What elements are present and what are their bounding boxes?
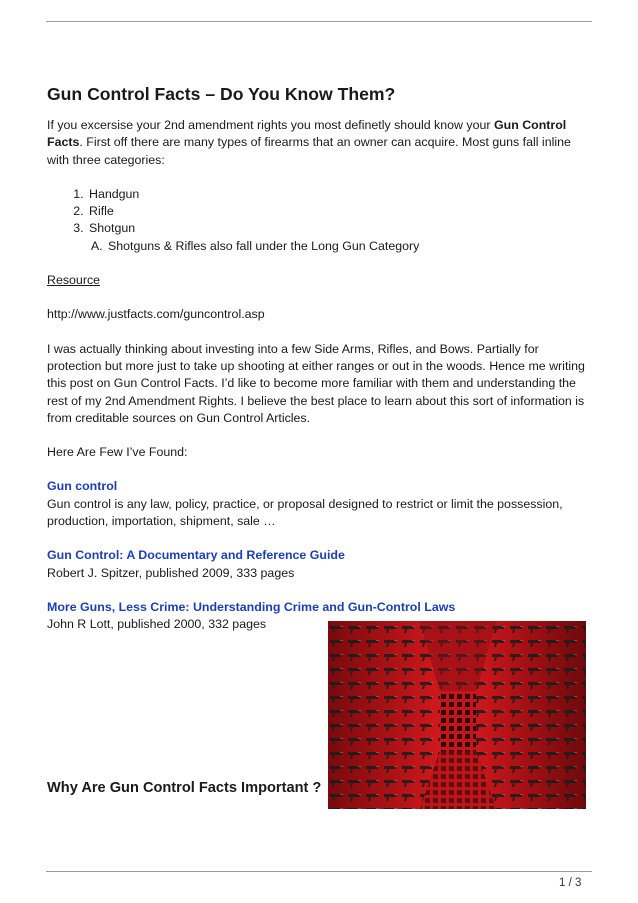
page-title: Gun Control Facts – Do You Know Them? (47, 84, 396, 104)
reference-description: John R Lott, published 2000, 332 pages (47, 617, 267, 632)
intro-text-end: . First off there are many types of firearms that an owner can acquire. Most guns fall inline with three categories: (47, 135, 571, 167)
page-number: 1 / 3 (559, 877, 582, 889)
sub-list-item: A. Shotguns & Rifles also fall under the Long Gun Category (106, 238, 592, 255)
resource-url: http://www.justfacts.com/guncontrol.asp (47, 307, 265, 322)
reference-description: Gun control is any law, policy, practice, or proposal designed to restrict or limit the possession, production, importation, shipment, sale … (47, 496, 563, 529)
document-body (47, 83, 592, 634)
intro-text: If you excersise your 2nd amendment rights you most definetly should know your (47, 118, 494, 132)
reference-link[interactable]: Gun control (47, 479, 118, 494)
reference-item (47, 547, 592, 582)
firearm-categories-list (47, 186, 592, 255)
list-item: 2. Rifle (87, 203, 592, 220)
reference-link[interactable]: More Guns, Less Crime: Understanding Crime and Gun-Control Laws (47, 599, 456, 614)
intro-paragraph (47, 117, 592, 169)
top-rule (46, 21, 592, 22)
reference-item (47, 478, 592, 530)
list-item-label: Shotgun (89, 221, 136, 236)
reference-link[interactable]: Gun Control: A Documentary and Reference Guide (47, 548, 345, 563)
found-intro: Here Are Few I’ve Found: (47, 445, 188, 460)
sub-list (89, 238, 592, 255)
list-item: 1. Handgun (87, 186, 592, 203)
resource-link[interactable]: Resource (47, 273, 101, 288)
bottom-rule (46, 871, 592, 872)
gun-display-wall-photo (328, 621, 586, 809)
list-item (87, 220, 592, 255)
intro-bold-text: Gun Control Facts (47, 118, 567, 150)
section-heading: Why Are Gun Control Facts Important ? (47, 780, 322, 796)
body-paragraph: I was actually thinking about investing into a few Side Arms, Rifles, and Bows. Partially for protection but more just to take up shooting at either ranges or out in the woods. Hence me writing this post on Gun Control Facts. I’d like to become more familiar with them and understanding the rest of my 2nd Amendment Rights. I believe the best place to learn about this sort of information is from creditable sources on Gun Control Articles. (47, 341, 585, 425)
reference-description: Robert J. Spitzer, published 2009, 333 pages (47, 565, 295, 580)
